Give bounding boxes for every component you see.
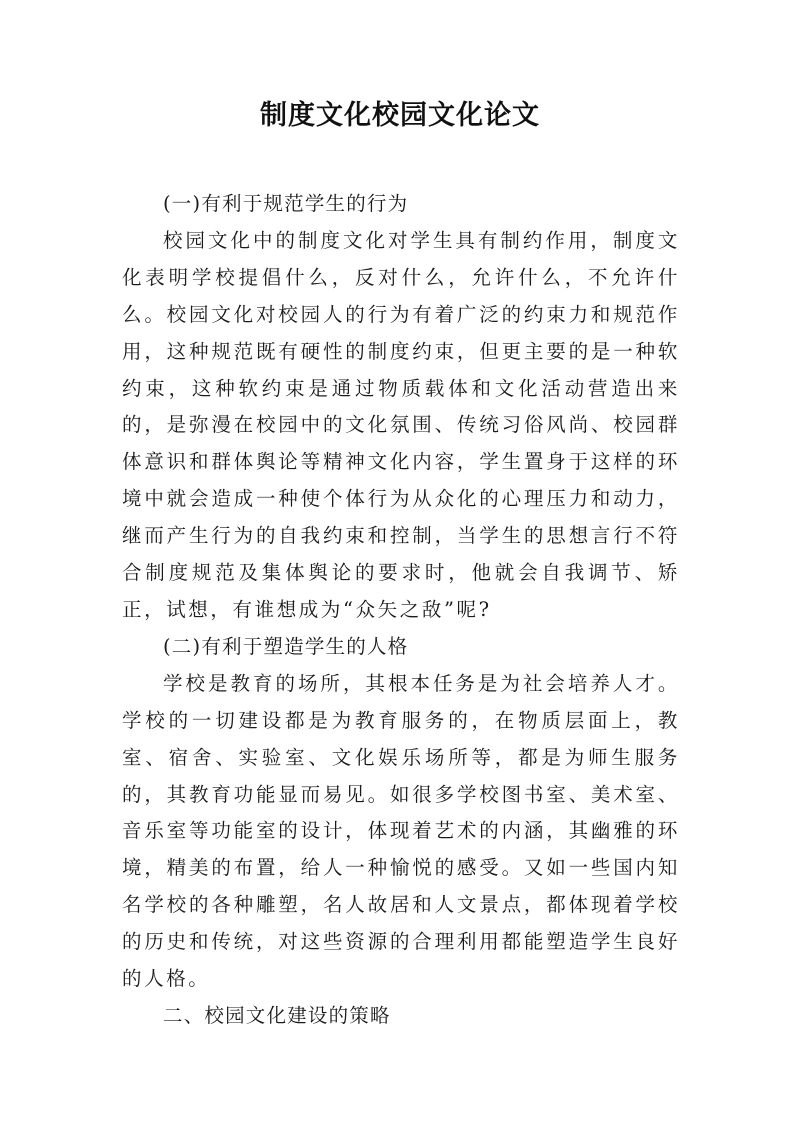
section-paragraph-2: 学校是教育的场所，其根本任务是为社会培养人才。学校的一切建设都是为教育服务的，在物质层面上，教室、宿舍、实验室、文化娱乐场所等，都是为师生服务的，其教育功能显而易见。如很多学校图书室、美术室、音乐室等功能室的设计，体现着艺术的内涵，其幽雅的环境，精美的布置，给人一种愉悦的感受。又如一些国内知名学校的各种雕塑，名人故居和人文景点，都体现着学校的历史和传统，对这些资源的合理利用都能塑造学生良好的人格。 (122, 671, 680, 991)
document-body (122, 186, 680, 1035)
document-title: 制度文化校园文化论文 (260, 100, 540, 131)
section-heading-1: (一)有利于规范学生的行为 (163, 192, 409, 215)
section-heading-2: (二)有利于塑造学生的人格 (163, 634, 409, 658)
section-heading-3: 二、校园文化建设的策略 (163, 1003, 391, 1027)
section-paragraph-1: 校园文化中的制度文化对学生具有制约作用，制度文化表明学校提倡什么，反对什么，允许什么，不允许什么。校园文化对校园人的行为有着广泛的约束力和规范作用，这种规范既有硬性的制度约束，但更主要的是一种软约束，这种软约束是通过物质载体和文化活动营造出来的，是弥漫在校园中的文化氛围、传统习俗风尚、校园群体意识和群体舆论等精神文化内容，学生置身于这样的环境中就会造成一种使个体行为从众化的心理压力和动力，继而产生行为的自我约束和控制，当学生的思想言行不符合制度规范及集体舆论的要求时，他就会自我调节、矫正，试想，有谁想成为“众矢之敌”呢? (122, 228, 680, 621)
